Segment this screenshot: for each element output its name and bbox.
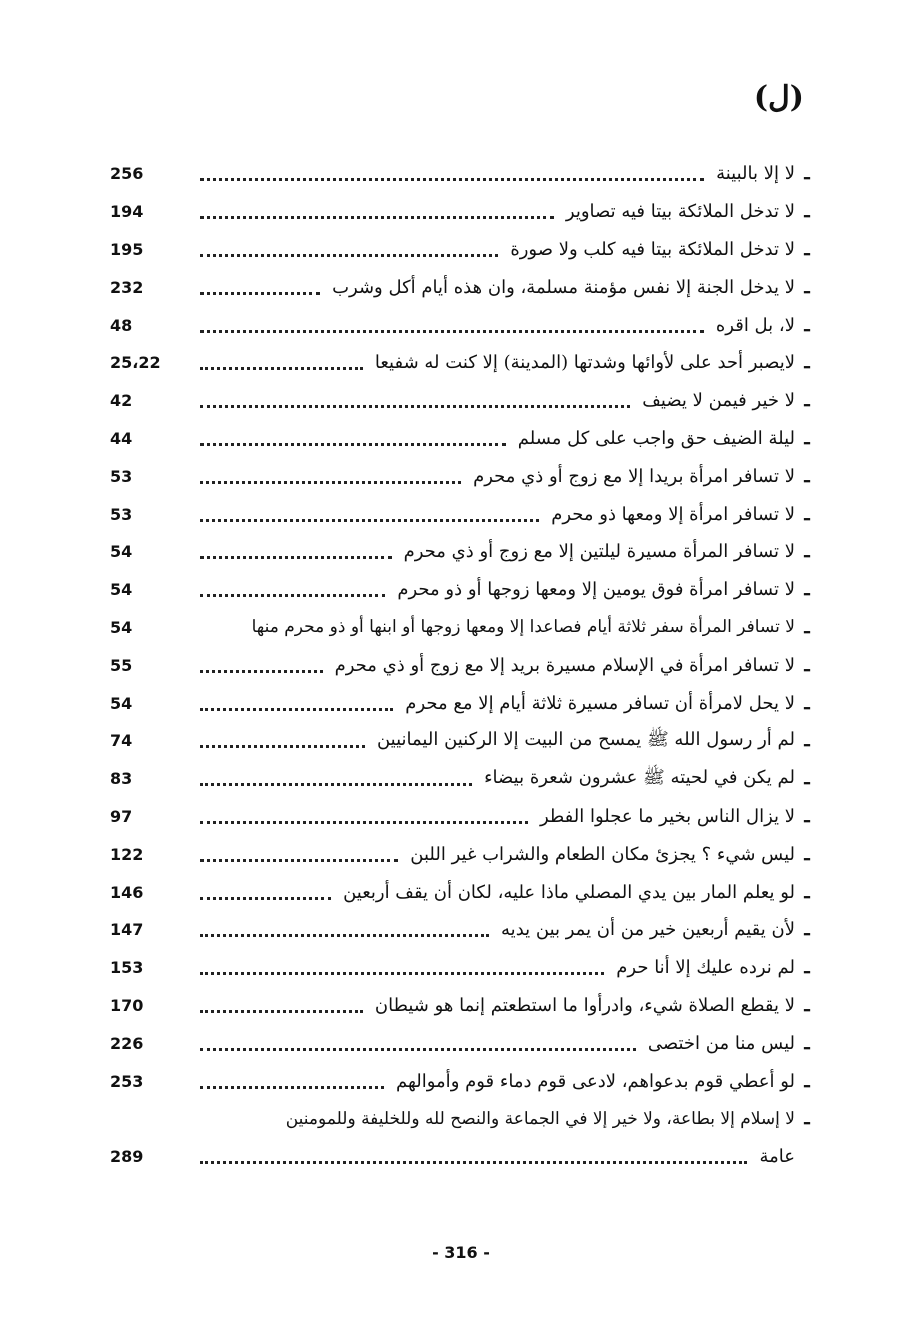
entry-text: لا تسافر المرأة مسيرة ليلتين إلا مع زوج أو ذي محرم (403, 541, 795, 563)
dot-leader (200, 960, 604, 975)
entry-text: لا إلا بالبينة (716, 163, 795, 185)
entry-page-number: 54 (110, 580, 133, 600)
section-letter-heading: (ل) (753, 80, 804, 115)
entry-page-number: 122 (110, 844, 144, 864)
entry-text: لا تسافر امرأة بريدا إلا مع زوج أو ذي محرم (473, 465, 795, 487)
entry-bullet: ـ (804, 616, 810, 638)
index-entry (110, 835, 815, 873)
dot-leader (200, 809, 528, 824)
entry-page-number: 74 (110, 731, 133, 751)
dot-leader (200, 771, 472, 786)
entry-bullet: ـ (804, 201, 810, 223)
index-entry (110, 533, 815, 571)
entry-bullet: ـ (804, 579, 810, 601)
entry-bullet: ـ (804, 390, 810, 412)
index-entry (110, 231, 815, 269)
entry-text: لا يدخل الجنة إلا نفس مؤمنة مسلمة، وان هذه أيام أكل وشرب (332, 276, 795, 298)
entry-page-number: 55 (110, 655, 133, 675)
entry-page-number: 195 (110, 239, 144, 259)
entry-bullet: ـ (804, 994, 810, 1016)
entry-bullet: ـ (804, 427, 810, 449)
index-entry (110, 1024, 815, 1062)
entry-text-line-1: لا إسلام إلا بطاعة، ولا خير إلا في الجماعة والنصح لله وللخليفة وللمومنين (285, 1108, 795, 1129)
entry-text: لم يكن في لحيته ﷺ عشرون شعرة بيضاء (484, 766, 795, 788)
dot-leader (200, 431, 506, 446)
page-number-footer: - 316 - (432, 1243, 490, 1262)
entry-page-number: 53 (110, 504, 133, 524)
index-entry (110, 344, 815, 382)
index-entry (110, 722, 815, 760)
entry-page-number: 256 (110, 164, 144, 184)
entry-text: لم أر رسول الله ﷺ يمسح من البيت إلا الركنين اليمانيين (376, 728, 795, 750)
entry-line-first (110, 1100, 815, 1138)
entry-page-number: 54 (110, 542, 133, 562)
entry-text: لا، بل اقره (715, 314, 795, 336)
entry-bullet: ـ (804, 352, 810, 374)
dot-leader (200, 204, 554, 219)
entry-text: لا تسافر امرأة في الإسلام مسيرة بريد إلا مع زوج أو ذي محرم (334, 654, 795, 676)
entry-bullet: ـ (804, 654, 810, 676)
index-entry (110, 1062, 815, 1100)
dot-leader (200, 166, 704, 181)
entry-text: ليس شيء ؟ يجزئ مكان الطعام والشراب غير اللبن (410, 843, 795, 865)
entry-bullet: ـ (804, 1032, 810, 1054)
entry-text: لو أعطي قوم بدعواهم، لادعى قوم دماء قوم وأموالهم (395, 1070, 795, 1092)
entry-text: لا يزال الناس بخير ما عجلوا الفطر (539, 805, 795, 827)
entry-text: لايصبر أحد على لأوائها وشدتها (المدينة) إلا كنت له شفيعا (374, 352, 795, 374)
entry-text: لا يقطع الصلاة شيء، وادرأوا ما استطعتم إنما هو شيطان (374, 994, 795, 1016)
dot-leader (200, 507, 539, 522)
dot-leader (200, 393, 630, 408)
entry-bullet: ـ (804, 314, 810, 336)
entry-text: لأن يقيم أربعين خير من أن يمر بين يديه (501, 919, 795, 941)
entry-bullet: ـ (804, 465, 810, 487)
entry-text: ليلة الضيف حق واجب على كل مسلم (517, 427, 795, 449)
entry-text: ليس منا من اختصى (647, 1032, 795, 1054)
index-entry (110, 873, 815, 911)
entry-page-number: 146 (110, 882, 144, 902)
dot-leader (200, 620, 240, 635)
entry-page-number: 97 (110, 806, 133, 826)
entry-page-number: 170 (110, 995, 144, 1015)
dot-leader (200, 242, 498, 257)
entry-page-number: 194 (110, 202, 144, 222)
entry-bullet: ـ (804, 503, 810, 525)
dot-leader (200, 355, 363, 370)
index-entry (110, 495, 815, 533)
entry-page-number: 253 (110, 1071, 144, 1091)
entry-text: لو يعلم المار بين يدي المصلي ماذا عليه، لكان أن يقف أربعين (343, 881, 795, 903)
index-entry (110, 155, 815, 193)
entry-text: لا تسافر امرأة فوق يومين إلا ومعها زوجها أو ذو محرم (397, 579, 795, 601)
entry-text: لا تسافر امرأة إلا ومعها ذو محرم (551, 503, 795, 525)
entry-text: لا تسافر المرأة سفر ثلاثة أيام فصاعدا إلا ومعها زوجها أو ابنها أو ذو محرم منها (251, 617, 795, 638)
entry-text: لا تدخل الملائكة بيتا فيه كلب ولا صورة (510, 238, 795, 260)
dot-leader (200, 1074, 384, 1089)
entry-text: لا تدخل الملائكة بيتا فيه تصاوير (565, 201, 795, 223)
index-entry (110, 382, 815, 420)
index-entry (110, 609, 815, 647)
entry-page-number: 53 (110, 466, 133, 486)
index-entry (110, 457, 815, 495)
dot-leader (200, 998, 363, 1013)
index-entry (110, 798, 815, 836)
entry-page-number: 48 (110, 315, 133, 335)
entry-page-number: 54 (110, 693, 133, 713)
entry-bullet: ـ (804, 1070, 810, 1092)
index-entries-list (110, 155, 815, 1176)
dot-leader (200, 733, 365, 748)
entry-text: لا خير فيمن لا يضيف (642, 390, 795, 412)
index-entry (110, 420, 815, 458)
dot-leader (200, 658, 323, 673)
dot-leader (200, 696, 393, 711)
entry-line-second (110, 1138, 815, 1176)
index-entry (110, 760, 815, 798)
index-entry (110, 571, 815, 609)
dot-leader (200, 1149, 747, 1164)
dot-leader (200, 318, 704, 333)
index-entry (110, 268, 815, 306)
index-entry (110, 911, 815, 949)
entry-bullet: ـ (804, 541, 810, 563)
entry-page-number: 83 (110, 769, 133, 789)
entry-bullet: ـ (804, 692, 810, 714)
entry-bullet: ـ (804, 843, 810, 865)
index-entry (110, 987, 815, 1025)
index-entry (110, 949, 815, 987)
dot-leader (200, 885, 331, 900)
entry-page-number: 42 (110, 391, 133, 411)
entry-page-number: 25،22 (110, 353, 161, 373)
entry-bullet: ـ (804, 957, 810, 979)
index-entry-multiline (110, 1100, 815, 1176)
entry-bullet: ـ (804, 730, 810, 752)
entry-page-number: 153 (110, 958, 144, 978)
entry-bullet: ـ (804, 276, 810, 298)
entry-page-number: 147 (110, 920, 144, 940)
entry-text: لا يحل لامرأة أن تسافر مسيرة ثلاثة أيام إلا مع محرم (405, 692, 795, 714)
entry-bullet: ـ (804, 881, 810, 903)
entry-bullet: ـ (804, 805, 810, 827)
index-entry (110, 646, 815, 684)
dot-leader (200, 544, 392, 559)
entry-bullet: ـ (804, 1108, 810, 1130)
entry-text: لم نرده عليك إلا أنا حرم (616, 957, 795, 979)
entry-page-number: 226 (110, 1033, 144, 1053)
dot-leader (200, 1036, 636, 1051)
dot-leader (200, 280, 320, 295)
index-entry (110, 684, 815, 722)
entry-text-line-2: عامة (759, 1146, 795, 1168)
entry-bullet: ـ (804, 163, 810, 185)
dot-leader (200, 469, 461, 484)
dot-leader (200, 582, 385, 597)
entry-page-number: 289 (110, 1147, 144, 1167)
dot-leader (200, 847, 398, 862)
index-entry (110, 306, 815, 344)
entry-page-number: 44 (110, 428, 133, 448)
entry-bullet: ـ (804, 238, 810, 260)
entry-page-number: 54 (110, 617, 133, 637)
entry-bullet: ـ (804, 768, 810, 790)
entry-bullet: ـ (804, 919, 810, 941)
index-entry (110, 193, 815, 231)
entry-page-number: 232 (110, 277, 144, 297)
dot-leader (200, 922, 489, 937)
